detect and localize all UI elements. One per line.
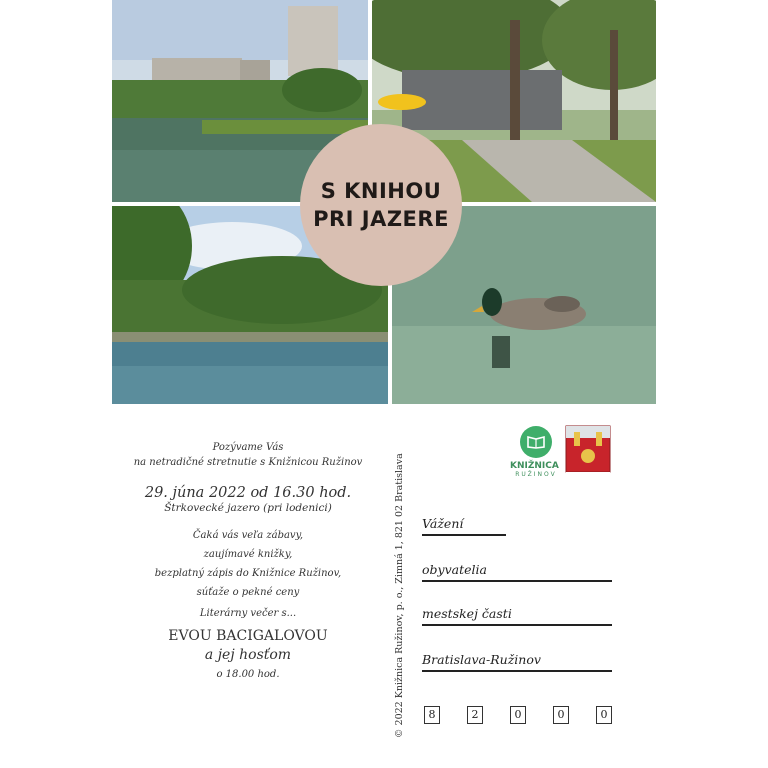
book-icon	[520, 426, 552, 458]
intro-line-1: Pozývame Vás	[212, 442, 284, 453]
guest-suffix: a jej hosťom	[204, 647, 292, 663]
activity-item: bezplatný zápis do Knižnice Ružinov,	[154, 568, 342, 579]
title-badge	[300, 124, 462, 286]
address-line-4: Bratislava-Ružinov	[422, 652, 612, 672]
postal-code	[424, 706, 612, 724]
postal-digit: 2	[467, 706, 483, 724]
title-line-1: S KNIHOU	[320, 178, 442, 203]
address-line-2: obyvatelia	[422, 562, 612, 582]
guest-time: o 18.00 hod.	[216, 669, 280, 680]
title-line-2: PRI JAZERE	[313, 207, 449, 231]
ruzinov-crest-icon	[564, 424, 612, 480]
intro-line-2: na netradičné stretnutie s Knižnicou Ružinov	[133, 457, 363, 468]
publisher-line: © 2022 Knižnica Ružinov, p. o., Zimná 1, 821 02 Bratislava	[394, 453, 405, 738]
invitation-text	[112, 440, 384, 680]
logo-name: KNIŽNICA	[510, 461, 559, 471]
postal-digit: 8	[424, 706, 440, 724]
evening-label: Literárny večer s...	[199, 608, 297, 619]
postal-digit: 0	[510, 706, 526, 724]
event-date: 29. júna 2022 od 16.30 hod.	[144, 485, 352, 501]
event-place: Štrkovecké jazero (pri lodenici)	[164, 502, 332, 514]
activity-item: Čaká vás veľa zábavy,	[192, 530, 304, 541]
address-line-1: Vážení	[422, 516, 506, 536]
postcard	[112, 0, 656, 768]
postal-digit: 0	[596, 706, 612, 724]
guest-name: EVOU BACIGALOVOU	[168, 628, 328, 644]
postal-digit: 0	[553, 706, 569, 724]
activity-item: súťaže o pekné ceny	[196, 587, 300, 598]
activity-item: zaujímavé knižky,	[203, 549, 293, 560]
logo-sub: RUŽINOV	[515, 471, 557, 478]
kniznica-logo	[510, 426, 559, 478]
activity-list	[112, 526, 384, 602]
address-line-3: mestskej časti	[422, 606, 612, 626]
